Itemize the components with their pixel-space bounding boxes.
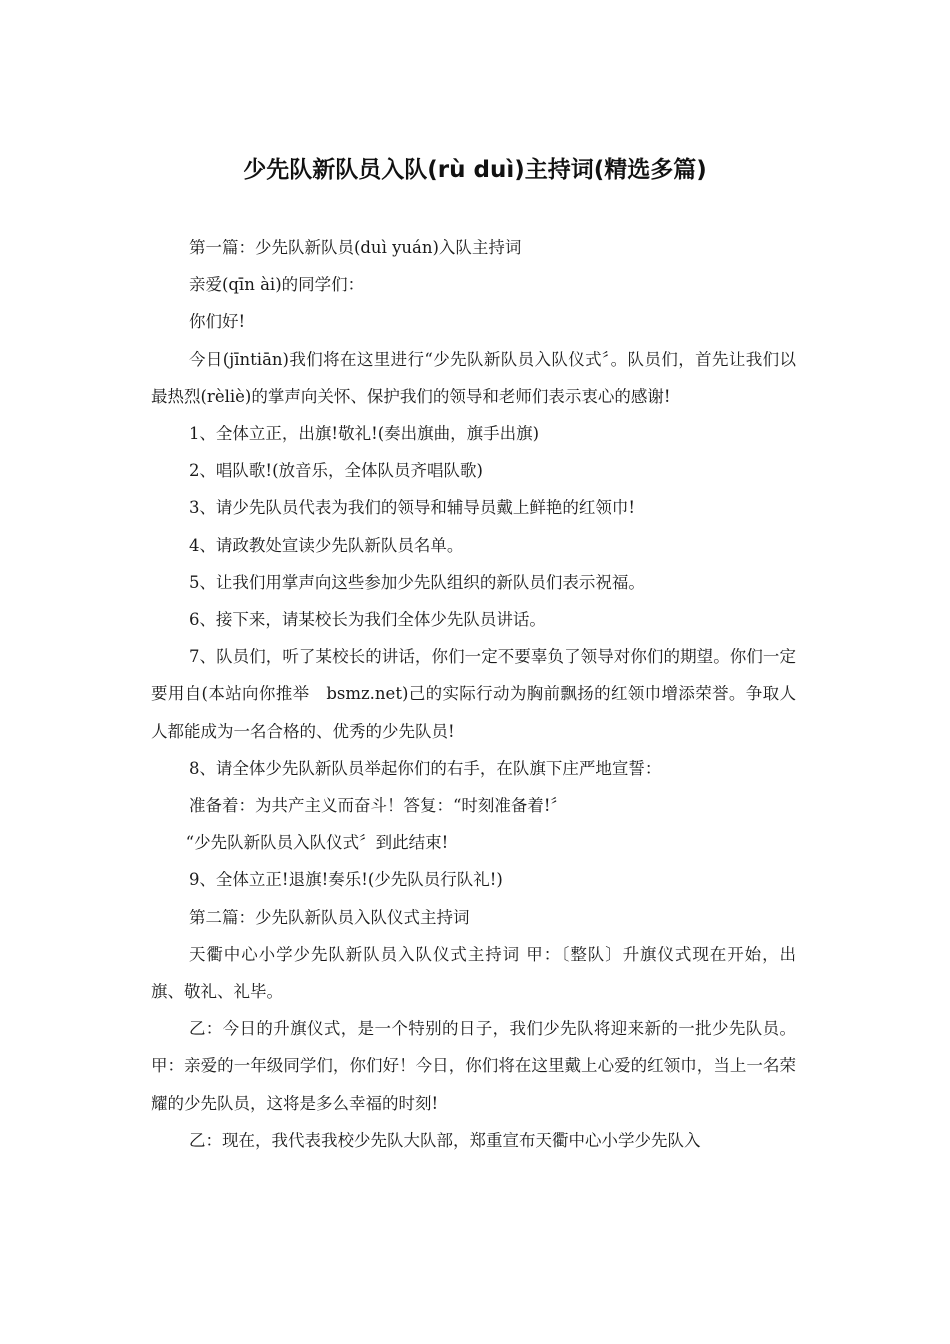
document-title: 少先队新队员入队(rù duì)主持词(精选多篇) xyxy=(243,157,707,183)
paragraph: 2、唱队歌!(放音乐，全体队员齐唱队歌) xyxy=(188,461,483,481)
document-body xyxy=(151,229,796,1159)
paragraph: 7、队员们，听了某校长的讲话，你们一定不要辜负了领导对你们的期望。你们一定要用自(本站向你推举 bsmz.net)己的实际行动为胸前飘扬的红领巾增添荣誉。争取人人都能成为一名合格的、优秀的少先队员! xyxy=(151,647,796,741)
paragraph: 1、全体立正，出旗!敬礼!(奏出旗曲，旗手出旗) xyxy=(188,424,540,444)
paragraph: 6、接下来，请某校长为我们全体少先队员讲话。 xyxy=(188,610,546,630)
paragraph: 第一篇：少先队新队员(duì yuán)入队主持词 xyxy=(188,238,522,257)
paragraph: 准备着：为共产主义而奋斗！答复：“时刻准备着!〞 xyxy=(188,796,568,816)
paragraph: “少先队新队员入队仪式〞到此结束! xyxy=(185,833,449,853)
paragraph: 乙：今日的升旗仪式，是一个特别的日子，我们少先队将迎来新的一批少先队员。 甲：亲爱的一年级同学们，你们好！今日，你们将在这里戴上心爱的红领巾，当上一名荣耀的少先队员，这将是多么幸福的时刻! xyxy=(151,1019,796,1113)
paragraph: 8、请全体少先队新队员举起你们的右手，在队旗下庄严地宣誓： xyxy=(188,758,662,778)
paragraph: 你们好! xyxy=(188,312,246,332)
paragraph: 天衢中心小学少先队新队员入队仪式主持词 甲：〔整队〕升旗仪式现在开始，出旗、敬礼、礼毕。 xyxy=(151,944,796,1002)
paragraph: 5、让我们用掌声向这些参加少先队组织的新队员们表示祝福。 xyxy=(188,572,645,592)
paragraph: 乙：现在，我代表我校少先队大队部，郑重宣布天衢中心小学少先队入 xyxy=(188,1130,701,1150)
paragraph: 3、请少先队员代表为我们的领导和辅导员戴上鲜艳的红领巾! xyxy=(188,498,636,518)
paragraph: 今日(jīntiān)我们将在这里进行“少先队新队员入队仪式〞。队员们，首先让我们以最热烈(rèliè)的掌声向关怀、保护我们的领导和老师们表示衷心的感谢! xyxy=(151,349,796,406)
paragraph: 第二篇：少先队新队员入队仪式主持词 xyxy=(188,907,470,927)
paragraph: 9、全体立正!退旗!奏乐!(少先队员行队礼!) xyxy=(188,870,503,890)
paragraph: 4、请政教处宣读少先队新队员名单。 xyxy=(188,535,464,555)
paragraph: 亲爱(qīn ài)的同学们： xyxy=(188,275,365,295)
